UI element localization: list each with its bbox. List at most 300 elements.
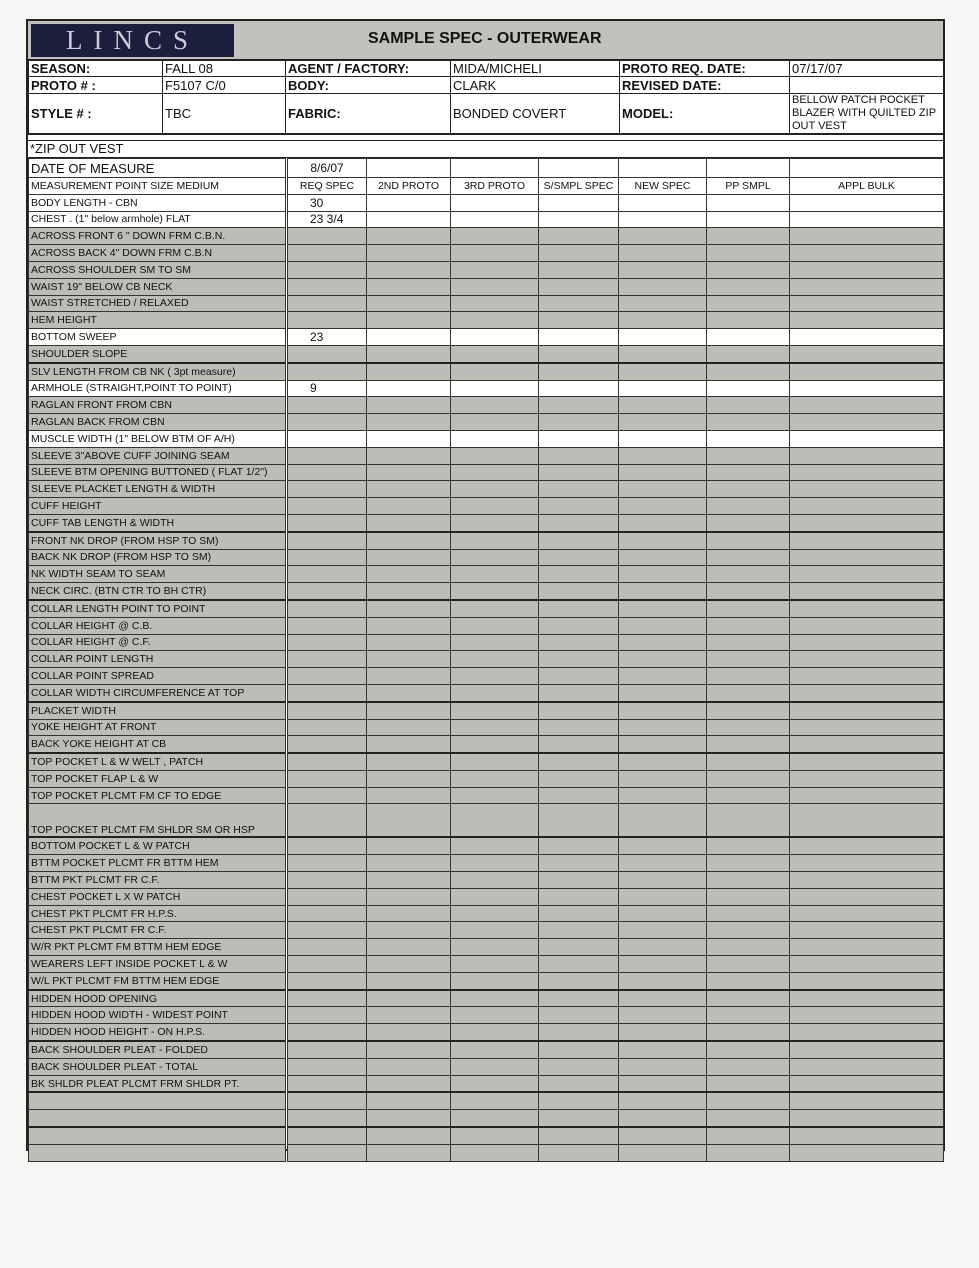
measure-cell[interactable] (451, 684, 539, 701)
measure-cell[interactable] (367, 872, 451, 889)
measure-cell[interactable] (451, 532, 539, 549)
measure-cell[interactable] (619, 770, 707, 787)
measure-cell[interactable] (451, 1024, 539, 1041)
measure-cell[interactable] (367, 634, 451, 651)
measure-cell[interactable] (367, 464, 451, 481)
measure-cell[interactable] (619, 787, 707, 804)
req-spec-value[interactable] (287, 397, 367, 414)
measure-cell[interactable] (367, 532, 451, 549)
measure-cell[interactable] (707, 990, 790, 1007)
measure-cell[interactable] (367, 888, 451, 905)
measure-cell[interactable] (367, 295, 451, 312)
req-spec-value[interactable] (287, 617, 367, 634)
measure-cell[interactable] (451, 753, 539, 770)
measure-cell[interactable] (707, 600, 790, 617)
req-spec-value[interactable] (287, 956, 367, 973)
measure-cell[interactable] (790, 787, 944, 804)
req-spec-value[interactable] (287, 922, 367, 939)
measure-cell[interactable] (707, 345, 790, 362)
measure-cell[interactable] (367, 430, 451, 447)
measure-cell[interactable] (451, 702, 539, 719)
measure-cell[interactable] (367, 566, 451, 583)
measure-cell[interactable] (367, 211, 451, 228)
measure-cell[interactable] (539, 295, 619, 312)
measure-cell[interactable] (707, 684, 790, 701)
measure-cell[interactable] (451, 837, 539, 854)
measure-cell[interactable] (451, 1075, 539, 1092)
req-spec-value[interactable] (287, 736, 367, 753)
measure-cell[interactable] (367, 837, 451, 854)
measure-cell[interactable] (539, 1127, 619, 1144)
measure-cell[interactable] (790, 600, 944, 617)
measure-cell[interactable] (790, 651, 944, 668)
measure-cell[interactable] (619, 753, 707, 770)
req-spec-value[interactable] (287, 888, 367, 905)
req-spec-value[interactable]: 9 (287, 380, 367, 397)
measure-cell[interactable] (619, 295, 707, 312)
measure-cell[interactable] (539, 651, 619, 668)
measure-cell[interactable] (539, 702, 619, 719)
measure-cell[interactable] (367, 1092, 451, 1109)
measure-cell[interactable] (451, 922, 539, 939)
measure-cell[interactable] (707, 736, 790, 753)
measure-cell[interactable] (619, 312, 707, 329)
measure-cell[interactable] (619, 668, 707, 685)
measure-cell[interactable] (451, 1127, 539, 1144)
measure-cell[interactable] (707, 939, 790, 956)
req-spec-value[interactable] (287, 990, 367, 1007)
measure-cell[interactable] (451, 397, 539, 414)
measure-cell[interactable] (367, 498, 451, 515)
measure-cell[interactable] (367, 922, 451, 939)
measure-cell[interactable] (619, 1110, 707, 1127)
measure-cell[interactable] (619, 211, 707, 228)
measure-cell[interactable] (539, 1007, 619, 1024)
measure-cell[interactable] (707, 514, 790, 531)
measure-cell[interactable] (707, 1075, 790, 1092)
measure-cell[interactable] (619, 905, 707, 922)
measure-cell[interactable] (619, 872, 707, 889)
req-spec-value[interactable] (287, 583, 367, 600)
req-spec-value[interactable] (287, 430, 367, 447)
measure-cell[interactable] (707, 228, 790, 245)
measure-cell[interactable] (619, 363, 707, 380)
measure-cell[interactable] (790, 447, 944, 464)
measure-cell[interactable] (790, 972, 944, 989)
measure-cell[interactable] (367, 194, 451, 211)
measure-cell[interactable] (707, 719, 790, 736)
measure-cell[interactable] (451, 1144, 539, 1161)
measure-cell[interactable] (707, 770, 790, 787)
measure-cell[interactable] (707, 1144, 790, 1161)
measure-cell[interactable] (707, 1110, 790, 1127)
measure-cell[interactable] (707, 447, 790, 464)
measure-cell[interactable] (367, 855, 451, 872)
measure-cell[interactable] (539, 261, 619, 278)
measure-cell[interactable] (367, 278, 451, 295)
measure-cell[interactable] (790, 464, 944, 481)
measure-cell[interactable] (790, 668, 944, 685)
measure-cell[interactable] (619, 430, 707, 447)
measure-cell[interactable] (619, 464, 707, 481)
measure-cell[interactable] (707, 464, 790, 481)
measure-cell[interactable] (790, 532, 944, 549)
measure-cell[interactable] (451, 447, 539, 464)
measure-cell[interactable] (619, 837, 707, 854)
measure-cell[interactable] (451, 211, 539, 228)
req-spec-value[interactable] (287, 363, 367, 380)
measure-cell[interactable] (790, 888, 944, 905)
measure-cell[interactable] (707, 753, 790, 770)
measure-cell[interactable] (539, 753, 619, 770)
req-spec-value[interactable] (287, 1075, 367, 1092)
measure-cell[interactable] (707, 668, 790, 685)
measure-cell[interactable] (619, 1041, 707, 1058)
req-spec-value[interactable] (287, 719, 367, 736)
req-spec-value[interactable] (287, 753, 367, 770)
measure-cell[interactable] (790, 363, 944, 380)
req-spec-value[interactable]: 30 (287, 194, 367, 211)
measure-cell[interactable] (367, 990, 451, 1007)
measure-cell[interactable] (539, 1041, 619, 1058)
req-spec-value[interactable]: 23 (287, 329, 367, 346)
measure-cell[interactable] (619, 447, 707, 464)
measure-cell[interactable] (619, 549, 707, 566)
req-spec-value[interactable] (287, 278, 367, 295)
measure-cell[interactable] (707, 804, 790, 838)
measure-cell[interactable] (367, 617, 451, 634)
measure-cell[interactable] (707, 634, 790, 651)
measure-cell[interactable] (790, 837, 944, 854)
measure-cell[interactable] (539, 634, 619, 651)
measure-cell[interactable] (619, 939, 707, 956)
measure-cell[interactable] (539, 211, 619, 228)
measure-cell[interactable] (707, 1041, 790, 1058)
measure-cell[interactable] (367, 583, 451, 600)
measure-cell[interactable] (367, 939, 451, 956)
measure-cell[interactable] (619, 514, 707, 531)
measure-cell[interactable] (451, 312, 539, 329)
measure-cell[interactable] (707, 397, 790, 414)
measure-cell[interactable] (539, 668, 619, 685)
req-spec-value[interactable] (287, 549, 367, 566)
measure-cell[interactable] (707, 956, 790, 973)
measure-cell[interactable] (790, 514, 944, 531)
measure-cell[interactable] (451, 481, 539, 498)
measure-cell[interactable] (451, 736, 539, 753)
measure-cell[interactable] (619, 345, 707, 362)
measure-cell[interactable] (790, 329, 944, 346)
measure-cell[interactable] (451, 549, 539, 566)
measure-cell[interactable] (790, 1110, 944, 1127)
measure-cell[interactable] (619, 1144, 707, 1161)
measure-cell[interactable] (619, 972, 707, 989)
req-spec-value[interactable] (287, 245, 367, 262)
measure-cell[interactable] (790, 345, 944, 362)
measure-cell[interactable] (790, 1007, 944, 1024)
measure-cell[interactable] (367, 380, 451, 397)
measure-cell[interactable] (367, 329, 451, 346)
measure-cell[interactable] (451, 1110, 539, 1127)
measure-cell[interactable] (790, 278, 944, 295)
measure-cell[interactable] (790, 1144, 944, 1161)
measure-cell[interactable] (619, 583, 707, 600)
measure-cell[interactable] (707, 1058, 790, 1075)
measure-cell[interactable] (539, 770, 619, 787)
measure-cell[interactable] (790, 1075, 944, 1092)
measure-cell[interactable] (790, 634, 944, 651)
measure-cell[interactable] (367, 245, 451, 262)
measure-cell[interactable] (451, 1007, 539, 1024)
measure-cell[interactable] (451, 972, 539, 989)
measure-cell[interactable] (451, 261, 539, 278)
measure-cell[interactable] (539, 498, 619, 515)
req-spec-value[interactable] (287, 972, 367, 989)
measure-cell[interactable] (707, 481, 790, 498)
measure-cell[interactable] (367, 414, 451, 431)
measure-cell[interactable] (451, 855, 539, 872)
measure-cell[interactable] (539, 1110, 619, 1127)
measure-cell[interactable] (790, 1058, 944, 1075)
measure-cell[interactable] (539, 583, 619, 600)
measure-cell[interactable] (367, 905, 451, 922)
measure-cell[interactable] (451, 1092, 539, 1109)
measure-cell[interactable] (619, 261, 707, 278)
req-spec-value[interactable] (287, 651, 367, 668)
measure-cell[interactable] (707, 566, 790, 583)
req-spec-value[interactable] (287, 464, 367, 481)
measure-cell[interactable] (539, 397, 619, 414)
measure-cell[interactable] (539, 719, 619, 736)
req-spec-value[interactable] (287, 514, 367, 531)
measure-cell[interactable] (539, 956, 619, 973)
measure-cell[interactable] (619, 532, 707, 549)
measure-cell[interactable] (451, 634, 539, 651)
measure-cell[interactable] (539, 1144, 619, 1161)
measure-cell[interactable] (451, 600, 539, 617)
measure-cell[interactable] (790, 430, 944, 447)
measure-cell[interactable] (707, 617, 790, 634)
req-spec-value[interactable] (287, 228, 367, 245)
measure-cell[interactable] (539, 228, 619, 245)
req-spec-value[interactable] (287, 1144, 367, 1161)
measure-cell[interactable] (619, 228, 707, 245)
req-spec-value[interactable] (287, 905, 367, 922)
measure-cell[interactable] (619, 651, 707, 668)
measure-cell[interactable] (790, 770, 944, 787)
measure-cell[interactable] (790, 736, 944, 753)
measure-cell[interactable] (619, 855, 707, 872)
measure-cell[interactable] (707, 888, 790, 905)
measure-cell[interactable] (539, 787, 619, 804)
measure-cell[interactable] (790, 211, 944, 228)
req-spec-value[interactable] (287, 566, 367, 583)
measure-cell[interactable] (539, 684, 619, 701)
req-spec-value[interactable]: 23 3/4 (287, 211, 367, 228)
measure-cell[interactable] (707, 1092, 790, 1109)
measure-cell[interactable] (539, 804, 619, 838)
measure-cell[interactable] (790, 922, 944, 939)
measure-cell[interactable] (367, 1024, 451, 1041)
measure-cell[interactable] (367, 600, 451, 617)
measure-cell[interactable] (451, 278, 539, 295)
measure-cell[interactable] (367, 514, 451, 531)
measure-cell[interactable] (367, 736, 451, 753)
measure-cell[interactable] (539, 245, 619, 262)
req-spec-value[interactable] (287, 1007, 367, 1024)
measure-cell[interactable] (451, 245, 539, 262)
measure-cell[interactable] (707, 278, 790, 295)
req-spec-value[interactable] (287, 1110, 367, 1127)
measure-cell[interactable] (619, 1007, 707, 1024)
measure-cell[interactable] (367, 549, 451, 566)
measure-cell[interactable] (451, 804, 539, 838)
measure-cell[interactable] (451, 430, 539, 447)
measure-cell[interactable] (539, 566, 619, 583)
req-spec-value[interactable] (287, 872, 367, 889)
measure-cell[interactable] (790, 855, 944, 872)
measure-cell[interactable] (451, 888, 539, 905)
req-spec-value[interactable] (287, 447, 367, 464)
measure-cell[interactable] (790, 990, 944, 1007)
measure-cell[interactable] (707, 211, 790, 228)
measure-cell[interactable] (619, 1075, 707, 1092)
measure-cell[interactable] (790, 566, 944, 583)
measure-cell[interactable] (367, 1127, 451, 1144)
measure-cell[interactable] (790, 228, 944, 245)
measure-cell[interactable] (539, 481, 619, 498)
measure-cell[interactable] (451, 228, 539, 245)
req-spec-value[interactable] (287, 702, 367, 719)
measure-cell[interactable] (707, 837, 790, 854)
measure-cell[interactable] (367, 1007, 451, 1024)
req-spec-value[interactable] (287, 1024, 367, 1041)
measure-cell[interactable] (707, 905, 790, 922)
measure-cell[interactable] (707, 787, 790, 804)
measure-cell[interactable] (367, 261, 451, 278)
measure-cell[interactable] (539, 855, 619, 872)
measure-cell[interactable] (619, 1127, 707, 1144)
measure-cell[interactable] (619, 804, 707, 838)
measure-cell[interactable] (367, 363, 451, 380)
measure-cell[interactable] (790, 397, 944, 414)
measure-cell[interactable] (539, 939, 619, 956)
measure-cell[interactable] (619, 956, 707, 973)
measure-cell[interactable] (451, 329, 539, 346)
measure-cell[interactable] (619, 719, 707, 736)
measure-cell[interactable] (539, 600, 619, 617)
measure-cell[interactable] (367, 345, 451, 362)
measure-cell[interactable] (619, 498, 707, 515)
measure-cell[interactable] (707, 380, 790, 397)
measure-cell[interactable] (539, 464, 619, 481)
measure-cell[interactable] (539, 549, 619, 566)
measure-cell[interactable] (790, 481, 944, 498)
req-spec-value[interactable] (287, 1058, 367, 1075)
measure-cell[interactable] (619, 194, 707, 211)
measure-cell[interactable] (619, 481, 707, 498)
measure-cell[interactable] (539, 905, 619, 922)
measure-cell[interactable] (790, 956, 944, 973)
req-spec-value[interactable] (287, 498, 367, 515)
measure-cell[interactable] (539, 888, 619, 905)
measure-cell[interactable] (367, 397, 451, 414)
measure-cell[interactable] (707, 363, 790, 380)
measure-cell[interactable] (451, 514, 539, 531)
measure-cell[interactable] (790, 194, 944, 211)
measure-cell[interactable] (539, 1092, 619, 1109)
measure-cell[interactable] (619, 990, 707, 1007)
measure-cell[interactable] (367, 1075, 451, 1092)
measure-cell[interactable] (451, 939, 539, 956)
measure-cell[interactable] (619, 922, 707, 939)
measure-cell[interactable] (451, 414, 539, 431)
measure-cell[interactable] (619, 600, 707, 617)
measure-cell[interactable] (539, 312, 619, 329)
measure-cell[interactable] (539, 430, 619, 447)
measure-cell[interactable] (790, 617, 944, 634)
measure-cell[interactable] (619, 702, 707, 719)
measure-cell[interactable] (539, 329, 619, 346)
measure-cell[interactable] (707, 498, 790, 515)
measure-cell[interactable] (539, 363, 619, 380)
req-spec-value[interactable] (287, 1041, 367, 1058)
measure-cell[interactable] (451, 668, 539, 685)
measure-cell[interactable] (451, 651, 539, 668)
measure-cell[interactable] (539, 1058, 619, 1075)
measure-cell[interactable] (451, 566, 539, 583)
measure-cell[interactable] (451, 990, 539, 1007)
req-spec-value[interactable] (287, 634, 367, 651)
measure-cell[interactable] (707, 702, 790, 719)
measure-cell[interactable] (451, 498, 539, 515)
measure-cell[interactable] (790, 549, 944, 566)
measure-cell[interactable] (539, 617, 619, 634)
req-spec-value[interactable] (287, 532, 367, 549)
req-spec-value[interactable] (287, 295, 367, 312)
measure-cell[interactable] (367, 684, 451, 701)
measure-cell[interactable] (790, 380, 944, 397)
measure-cell[interactable] (367, 312, 451, 329)
req-spec-value[interactable] (287, 668, 367, 685)
measure-cell[interactable] (707, 1024, 790, 1041)
measure-cell[interactable] (451, 464, 539, 481)
req-spec-value[interactable] (287, 770, 367, 787)
measure-cell[interactable] (790, 702, 944, 719)
req-spec-value[interactable] (287, 787, 367, 804)
measure-cell[interactable] (707, 855, 790, 872)
measure-cell[interactable] (619, 888, 707, 905)
measure-cell[interactable] (367, 787, 451, 804)
measure-cell[interactable] (367, 770, 451, 787)
measure-cell[interactable] (619, 1024, 707, 1041)
measure-cell[interactable] (790, 1041, 944, 1058)
measure-cell[interactable] (451, 363, 539, 380)
req-spec-value[interactable] (287, 600, 367, 617)
measure-cell[interactable] (367, 702, 451, 719)
measure-cell[interactable] (539, 514, 619, 531)
measure-cell[interactable] (707, 1127, 790, 1144)
measure-cell[interactable] (619, 414, 707, 431)
measure-cell[interactable] (539, 990, 619, 1007)
req-spec-value[interactable] (287, 312, 367, 329)
measure-cell[interactable] (707, 972, 790, 989)
measure-cell[interactable] (790, 719, 944, 736)
measure-cell[interactable] (539, 278, 619, 295)
req-spec-value[interactable] (287, 414, 367, 431)
measure-cell[interactable] (707, 651, 790, 668)
measure-cell[interactable] (619, 566, 707, 583)
